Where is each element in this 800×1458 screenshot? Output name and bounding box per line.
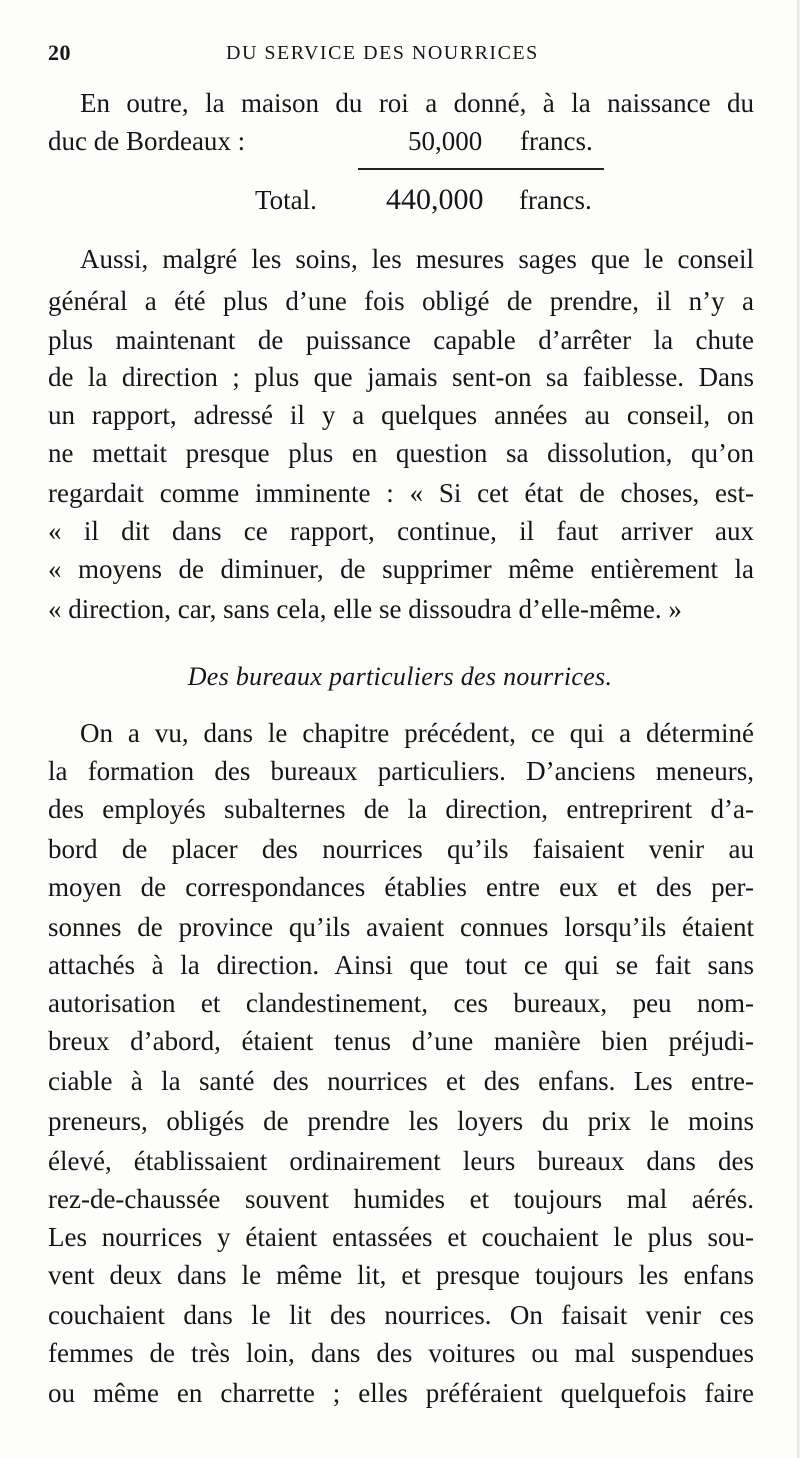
text-line: ou même en charrette ; elles préféraient quelquefois faire xyxy=(48,1378,754,1408)
amount-value: 50,000 xyxy=(408,126,483,156)
total-label: Total. xyxy=(255,185,317,215)
text-line: attachés à la direction. Ainsi que tout ce qui se fait sans xyxy=(48,950,754,980)
text-line: ne mettait presque plus en question sa dissolution, qu’on xyxy=(48,438,754,468)
text-line: regardait comme imminente : « Si cet état de choses, est- xyxy=(48,478,754,508)
text-line: moyen de correspondances établies entre eux et des per- xyxy=(48,872,754,902)
page-number: 20 xyxy=(48,40,71,65)
text-line: couchaient dans le lit des nourrices. On faisait venir ces xyxy=(48,1300,754,1330)
text-line: plus maintenant de puissance capable d’arrêter la chute xyxy=(48,325,754,355)
text-line: On a vu, dans le chapitre précédent, ce qui a déterminé xyxy=(80,718,754,748)
text-line: la formation des bureaux particuliers. D’anciens meneurs, xyxy=(48,756,754,786)
text-line: rez-de-chaussée souvent humides et toujours mal aérés. xyxy=(48,1184,754,1214)
text-line: femmes de très loin, dans des voitures ou mal suspendues xyxy=(48,1338,754,1368)
section-heading: Des bureaux particuliers des nourrices. xyxy=(187,662,613,691)
text-line: breux d’abord, étaient tenus d’une manière bien préjudi- xyxy=(48,1026,754,1056)
amount-unit: francs. xyxy=(520,126,593,156)
text-line: vent deux dans le même lit, et presque toujours les enfans xyxy=(48,1260,754,1290)
text-line: Aussi, malgré les soins, les mesures sages que le conseil xyxy=(80,244,754,274)
text-line: bord de placer des nourrices qu’ils faisaient venir au xyxy=(48,834,754,864)
running-title: DU SERVICE DES NOURRICES xyxy=(226,42,539,64)
total-rule xyxy=(358,168,604,170)
total-value: 440,000 xyxy=(386,183,484,216)
text-line: de la direction ; plus que jamais sent-on sa faiblesse. Dans xyxy=(48,362,754,392)
text-line: général a été plus d’une fois obligé de prendre, il n’y a xyxy=(48,286,754,316)
text-line: « moyens de diminuer, de supprimer même entièrement la xyxy=(48,554,754,584)
text-line: Les nourrices y étaient entassées et couchaient le plus sou- xyxy=(48,1222,754,1252)
amount-intro-line: En outre, la maison du roi a donné, à la naissance du xyxy=(80,88,754,118)
amount-label: duc de Bordeaux : xyxy=(48,126,246,156)
text-line: autorisation et clandestinement, ces bureaux, peu nom- xyxy=(48,988,754,1018)
text-line: « direction, car, sans cela, elle se dissoudra d’elle-même. » xyxy=(48,594,682,624)
running-head xyxy=(48,40,752,74)
text-line: des employés subalternes de la direction, entreprirent d’a- xyxy=(48,794,754,824)
text-line: « il dit dans ce rapport, continue, il faut arriver aux xyxy=(48,516,754,546)
text-line: preneurs, obligés de prendre les loyers du prix le moins xyxy=(48,1106,754,1136)
text-line: ciable à la santé des nourrices et des enfans. Les entre- xyxy=(48,1066,754,1096)
text-line: sonnes de province qu’ils avaient connues lorsqu’ils étaient xyxy=(48,912,754,942)
text-line: un rapport, adressé il y a quelques années au conseil, on xyxy=(48,400,754,430)
total-unit: francs. xyxy=(519,185,592,215)
text-line: élevé, établissaient ordinairement leurs bureaux dans des xyxy=(48,1146,754,1176)
